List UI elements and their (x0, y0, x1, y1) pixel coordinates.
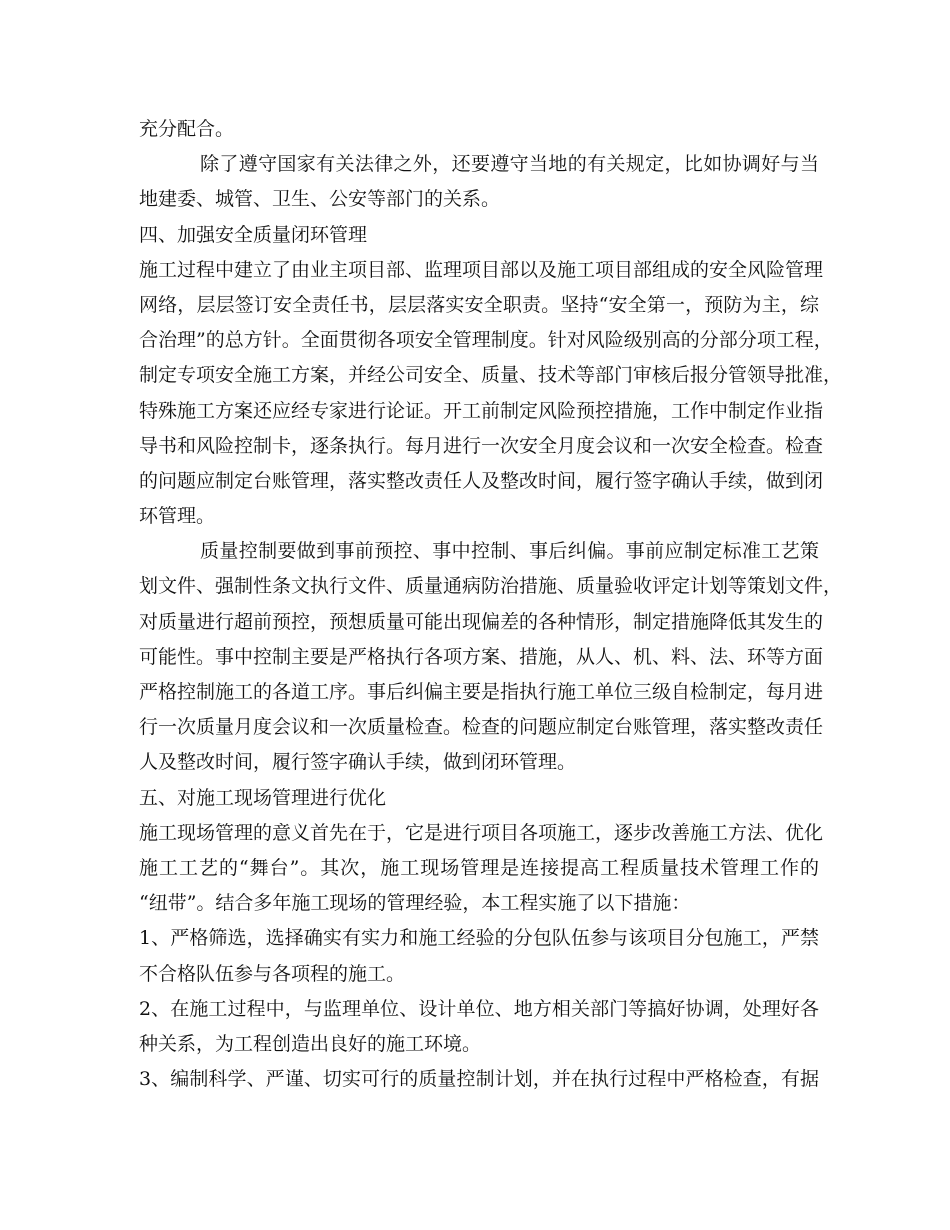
text-line: 制定专项安全施工方案，并经公司安全、质量、技术等部门审核后报分管领导批准， (139, 364, 843, 387)
text-line: 人及整改时间，履行签字确认手续，做到闭环管理。 (139, 751, 577, 774)
text-line: 施工过程中建立了由业主项目部、监理项目部以及施工项目部组成的安全风险管理 (139, 258, 824, 281)
text-line: 充分配合。 (139, 118, 235, 140)
text-line: 行一次质量月度会议和一次质量检查。检查的问题应制定台账管理，落实整改责任 (139, 716, 824, 739)
text-line: 种关系，为工程创造出良好的施工环境。 (139, 1032, 482, 1055)
text-line: “纽带”。结合多年施工现场的管理经验，本工程实施了以下措施： (139, 892, 691, 915)
text-line: 环管理。 (139, 505, 216, 528)
text-line: 特殊施工方案还应经专家进行论证。开工前制定风险预控措施，工作中制定作业指 (139, 399, 824, 422)
text-line: 严格控制施工的各道工序。事后纠偏主要是指执行施工单位三级自检制定，每月进 (139, 681, 824, 703)
document-body (139, 112, 843, 1097)
section-heading-5: 五、对施工现场管理进行优化 (139, 786, 387, 809)
list-item-2: 2、在施工过程中，与监理单位、设计单位、地方相关部门等搞好协调，处理好各 (139, 997, 819, 1020)
text-line: 施工现场管理的意义首先在于，它是进行项目各项施工，逐步改善施工方法、优化 (139, 821, 824, 844)
list-item-3: 3、编制科学、严谨、切实可行的质量控制计划，并在执行过程中严格检查，有据 (139, 1068, 819, 1091)
text-line: 合治理”的总方针。全面贯彻各项安全管理制度。针对风险级别高的分部分项工程， (139, 329, 833, 352)
text-line: 不合格队伍参与各项程的施工。 (139, 962, 406, 985)
paragraph-first-line: 质量控制要做到事前预控、事中控制、事后纠偏。事前应制定标准工艺策 (200, 540, 819, 563)
text-line: 网络，层层签订安全责任书，层层落实安全职责。坚持“安全第一，预防为主，综 (139, 293, 819, 316)
text-line: 地建委、城管、卫生、公安等部门的关系。 (139, 188, 501, 211)
text-line: 导书和风险控制卡，逐条执行。每月进行一次安全月度会议和一次安全检查。检查 (139, 434, 824, 457)
text-line: 对质量进行超前预控，预想质量可能出现偏差的各种情形，制定措施降低其发生的 (139, 610, 824, 633)
section-heading-4: 四、加强安全质量闭环管理 (139, 223, 368, 246)
text-line: 施工工艺的“舞台”。其次，施工现场管理是连接提高工程质量技术管理工作的 (139, 856, 819, 879)
list-item-1: 1、严格筛选，选择确实有实力和施工经验的分包队伍参与该项目分包施工，严禁 (139, 927, 819, 950)
text-line: 的问题应制定台账管理，落实整改责任人及整改时间，履行签字确认手续，做到闭 (139, 469, 824, 492)
text-line: 可能性。事中控制主要是严格执行各项方案、措施，从人、机、料、法、环等方面 (139, 645, 824, 668)
text-line: 划文件、强制性条文执行文件、质量通病防治措施、质量验收评定计划等策划文件， (139, 575, 843, 598)
paragraph-first-line: 除了遵守国家有关法律之外，还要遵守当地的有关规定，比如协调好与当 (200, 153, 819, 176)
